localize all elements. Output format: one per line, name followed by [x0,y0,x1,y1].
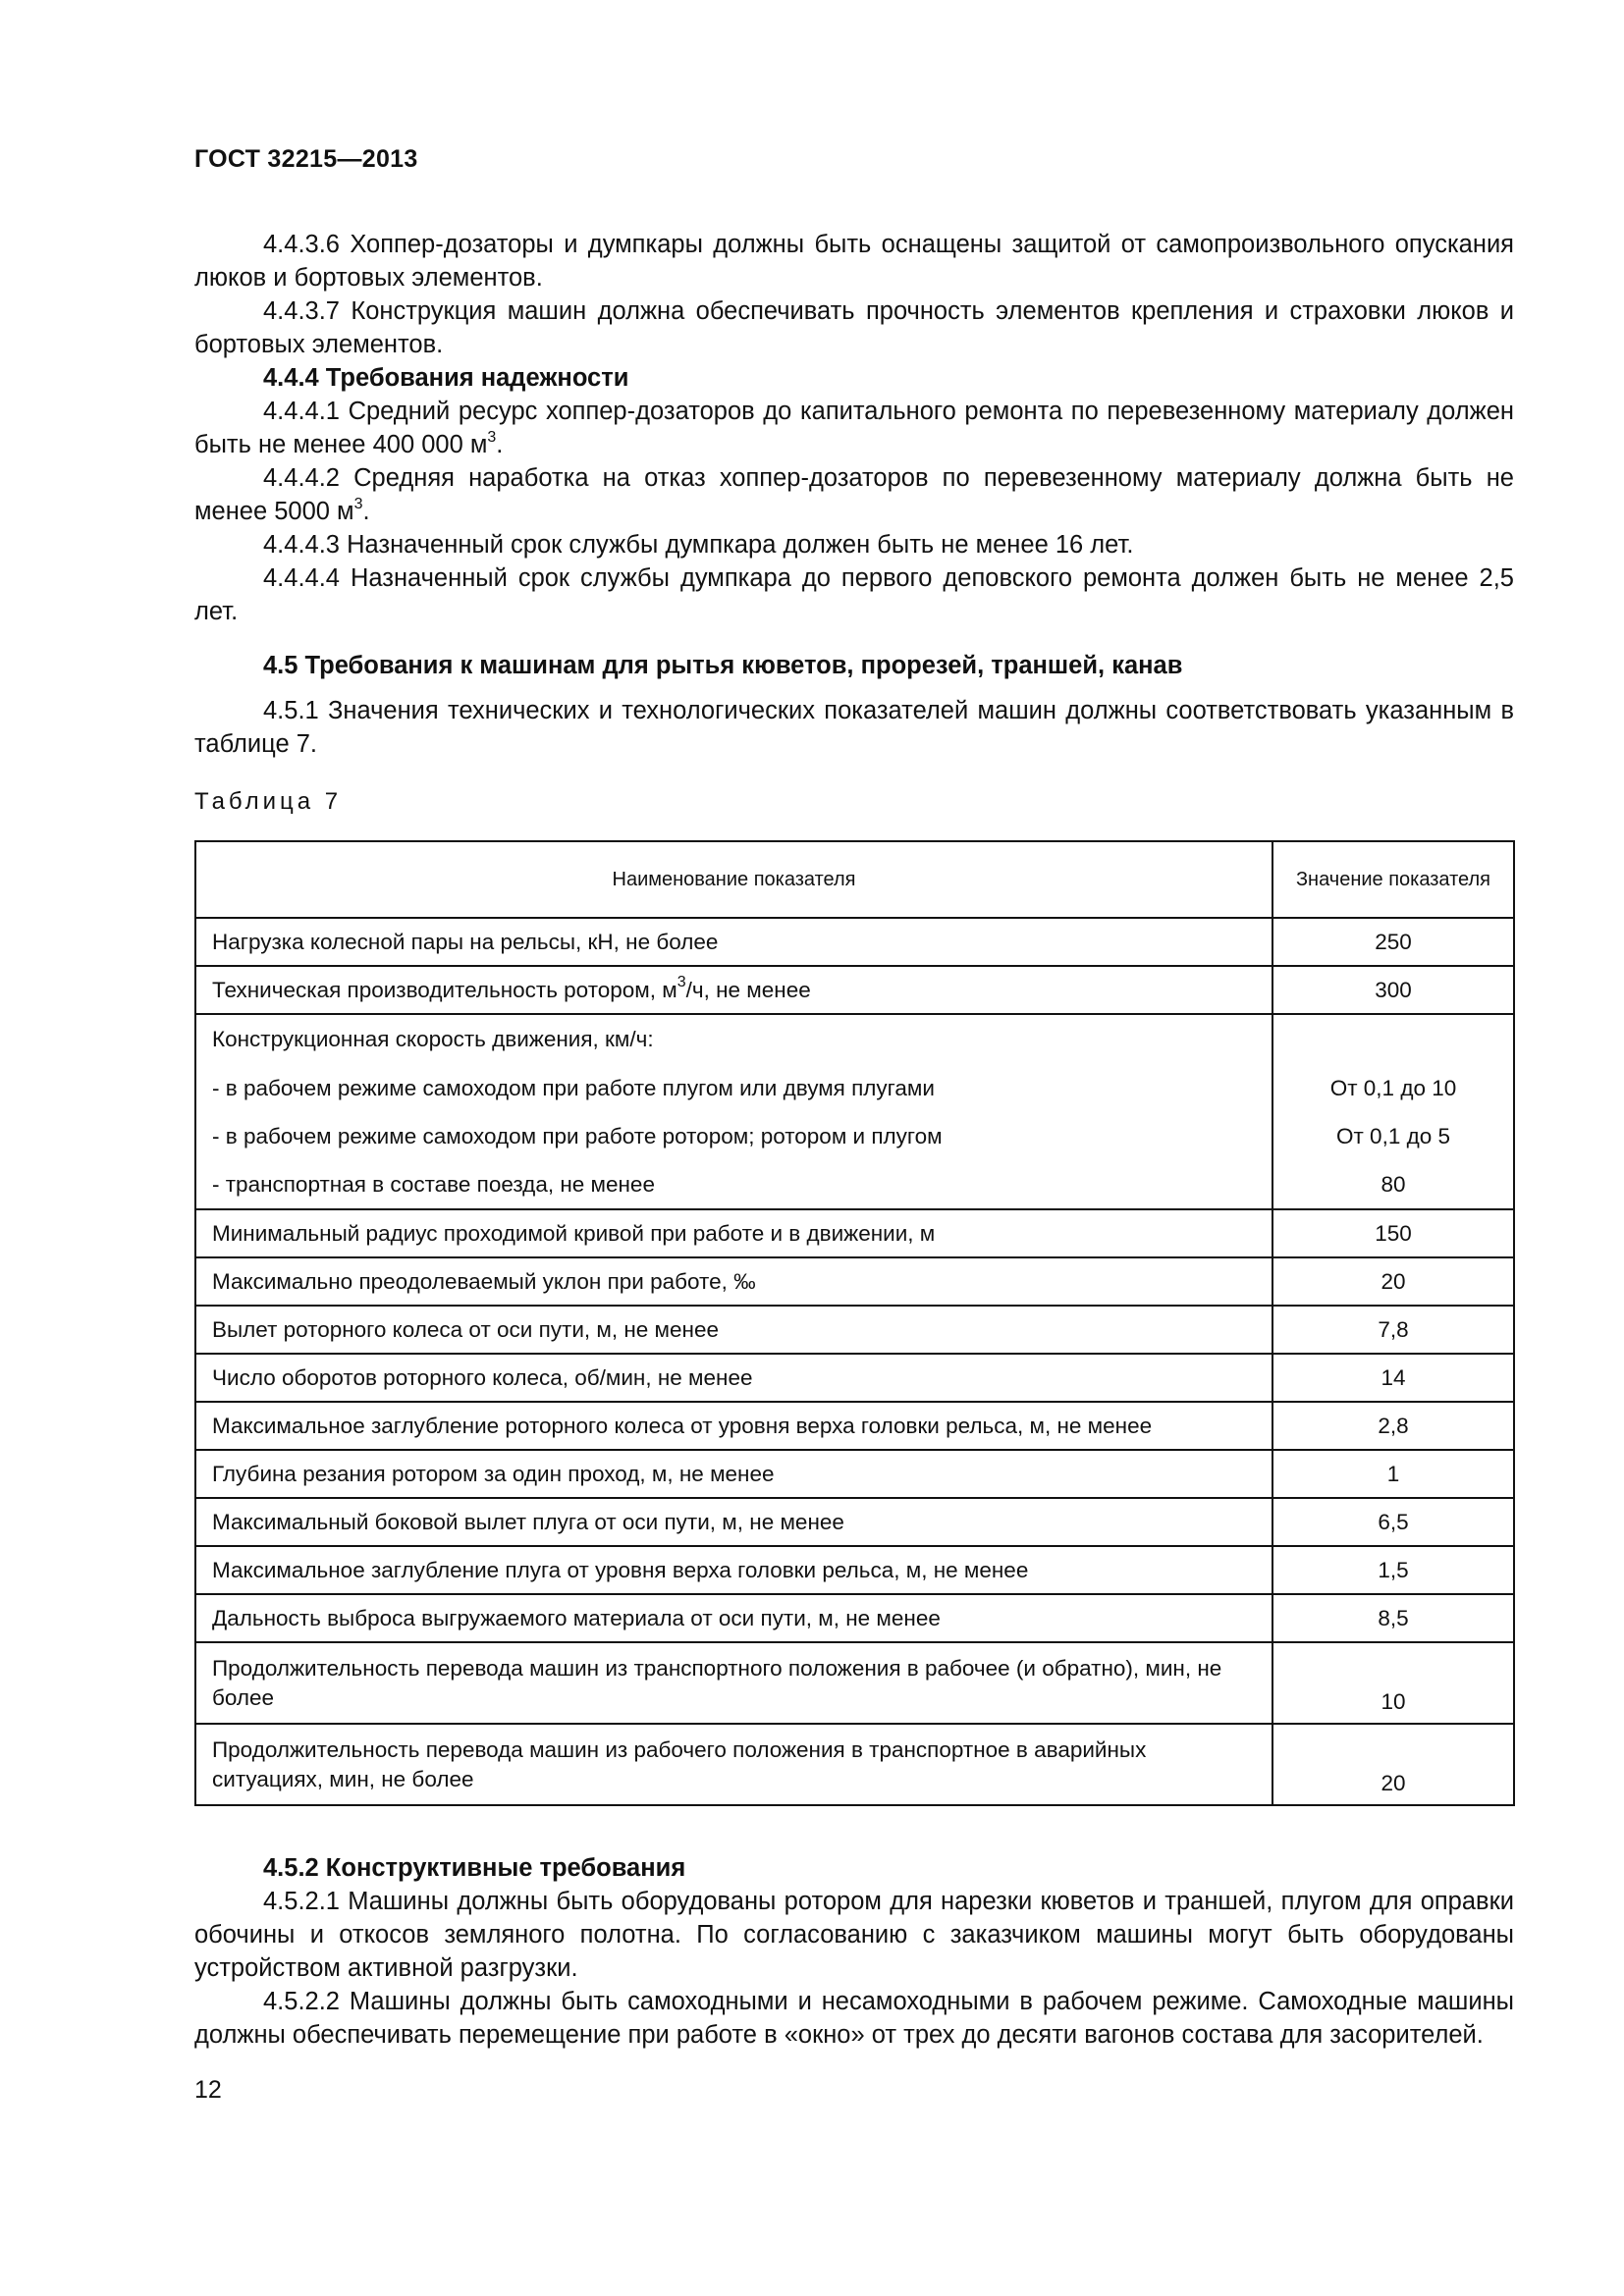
speed-c-name: - транспортная в составе поезда, не менее [212,1172,655,1197]
row-name: Минимальный радиус проходимой кривой при работе и в движении, м [195,1209,1272,1257]
document-header: ГОСТ 32215—2013 [194,145,418,173]
row-value-speed [1272,1014,1514,1209]
paragraph-451: 4.5.1 Значения технических и технологических показателей машин должны соответствовать указанным в таблице 7. [194,697,1514,758]
heading-45: 4.5 Требования к машинам для рытья кюветов, прорезей, траншей, канав [263,652,1183,679]
row-name: Максимальный боковой вылет плуга от оси пути, м, не менее [195,1498,1272,1546]
heading-444: 4.4.4 Требования надежности [263,364,629,392]
paragraph-4442: 4.4.4.2 Средняя наработка на отказ хоппер-дозаторов по перевезенному материалу должна быть не менее 5000 $м^3$. [194,464,1514,525]
row-name: Максимально преодолеваемый уклон при работе, ‰ [195,1257,1272,1306]
paragraph-4437: 4.4.3.7 Конструкция машин должна обеспечивать прочность элементов крепления и страховки люков и бортовых элементов. [194,297,1514,358]
table-row [195,1209,1514,1257]
row-name: Продолжительность перевода машин из транспортного положения в рабочее (и обратно), мин, не более [195,1642,1272,1724]
row-value: 250 [1272,918,1514,966]
row-value: 14 [1272,1354,1514,1402]
table-row [195,1354,1514,1402]
speed-b-value: От 0,1 до 5 [1336,1124,1450,1148]
row-name-speed [195,1014,1272,1209]
table-row [195,1306,1514,1354]
row-name: Максимальное заглубление роторного колеса от уровня верха головки рельса, м, не менее [195,1402,1272,1450]
row-name: Максимальное заглубление плуга от уровня верха головки рельса, м, не менее [195,1546,1272,1594]
row-name: Дальность выброса выгружаемого материала от оси пути, м, не менее [195,1594,1272,1642]
row-name: Нагрузка колесной пары на рельсы, кН, не более [195,918,1272,966]
section-45 [194,649,1514,682]
top-text-block [194,228,1514,628]
table-row [195,1450,1514,1498]
speed-b-name: - в рабочем режиме самоходом при работе ротором; ротором и плугом [212,1124,943,1148]
speed-c-value: 80 [1380,1172,1406,1197]
table-row [195,1402,1514,1450]
speed-a-value: От 0,1 до 10 [1329,1076,1457,1100]
table-row [195,1546,1514,1594]
section-45-para [194,694,1514,761]
row-value: 20 [1272,1724,1514,1805]
page-number: 12 [194,2076,222,2104]
col-header-name: Наименование показателя [195,841,1272,918]
paragraph-4443: 4.4.4.3 Назначенный срок службы думпкара должен быть не менее 16 лет. [263,531,1134,559]
row-value: 7,8 [1272,1306,1514,1354]
paragraph-4522: 4.5.2.2 Машины должны быть самоходными и несамоходными в рабочем режиме. Самоходные машины должны обеспечивать перемещение при работе в «окно» от трех до десяти вагонов состава для засорителей. [194,1988,1514,2049]
col-header-value: Значение показателя [1272,841,1514,918]
table-row [195,1257,1514,1306]
bottom-text-block [194,1851,1514,2052]
row-value: 6,5 [1272,1498,1514,1546]
row-name: Техническая производительность ротором, $м^3/ч$, не менее [195,966,1272,1014]
speed-title: Конструкционная скорость движения, км/ч: [212,1027,654,1051]
table-row [195,1594,1514,1642]
row-value: 8,5 [1272,1594,1514,1642]
table-row [195,1642,1514,1724]
heading-452: 4.5.2 Конструктивные требования [263,1854,686,1882]
row-name: Вылет роторного колеса от оси пути, м, не менее [195,1306,1272,1354]
row-value: 1,5 [1272,1546,1514,1594]
row-name: Число оборотов роторного колеса, об/мин, не менее [195,1354,1272,1402]
table-row [195,918,1514,966]
row-value: 10 [1272,1642,1514,1724]
row-value: 20 [1272,1257,1514,1306]
row-value: 300 [1272,966,1514,1014]
paragraph-4444: 4.4.4.4 Назначенный срок службы думпкара до первого деповского ремонта должен быть не менее 2,5 лет. [194,564,1514,625]
paragraph-4521: 4.5.2.1 Машины должны быть оборудованы ротором для нарезки кюветов и траншей, плугом для оправки обочины и откосов земляного полотна. По согласованию с заказчиком машины могут быть оборудованы устройством активной разгрузки. [194,1888,1514,1982]
speed-a-name: - в рабочем режиме самоходом при работе плугом или двумя плугами [212,1076,935,1100]
table-row [195,1014,1514,1209]
table-7 [194,840,1515,1806]
row-value: 150 [1272,1209,1514,1257]
table-row [195,1724,1514,1805]
table-row [195,966,1514,1014]
paragraph-4436: 4.4.3.6 Хоппер-дозаторы и думпкары должны быть оснащены защитой от самопроизвольного опускания люков и бортовых элементов. [194,231,1514,292]
row-name: Продолжительность перевода машин из рабочего положения в транспортное в аварийных ситуациях, мин, не более [195,1724,1272,1805]
table-row [195,1498,1514,1546]
table-caption: Таблица 7 [194,788,343,815]
row-value: 1 [1272,1450,1514,1498]
row-name: Глубина резания ротором за один проход, м, не менее [195,1450,1272,1498]
paragraph-4441: 4.4.4.1 Средний ресурс хоппер-дозаторов до капитального ремонта по перевезенному материалу должен быть не менее 400 000 $м^3$. [194,398,1514,458]
row-value: 2,8 [1272,1402,1514,1450]
